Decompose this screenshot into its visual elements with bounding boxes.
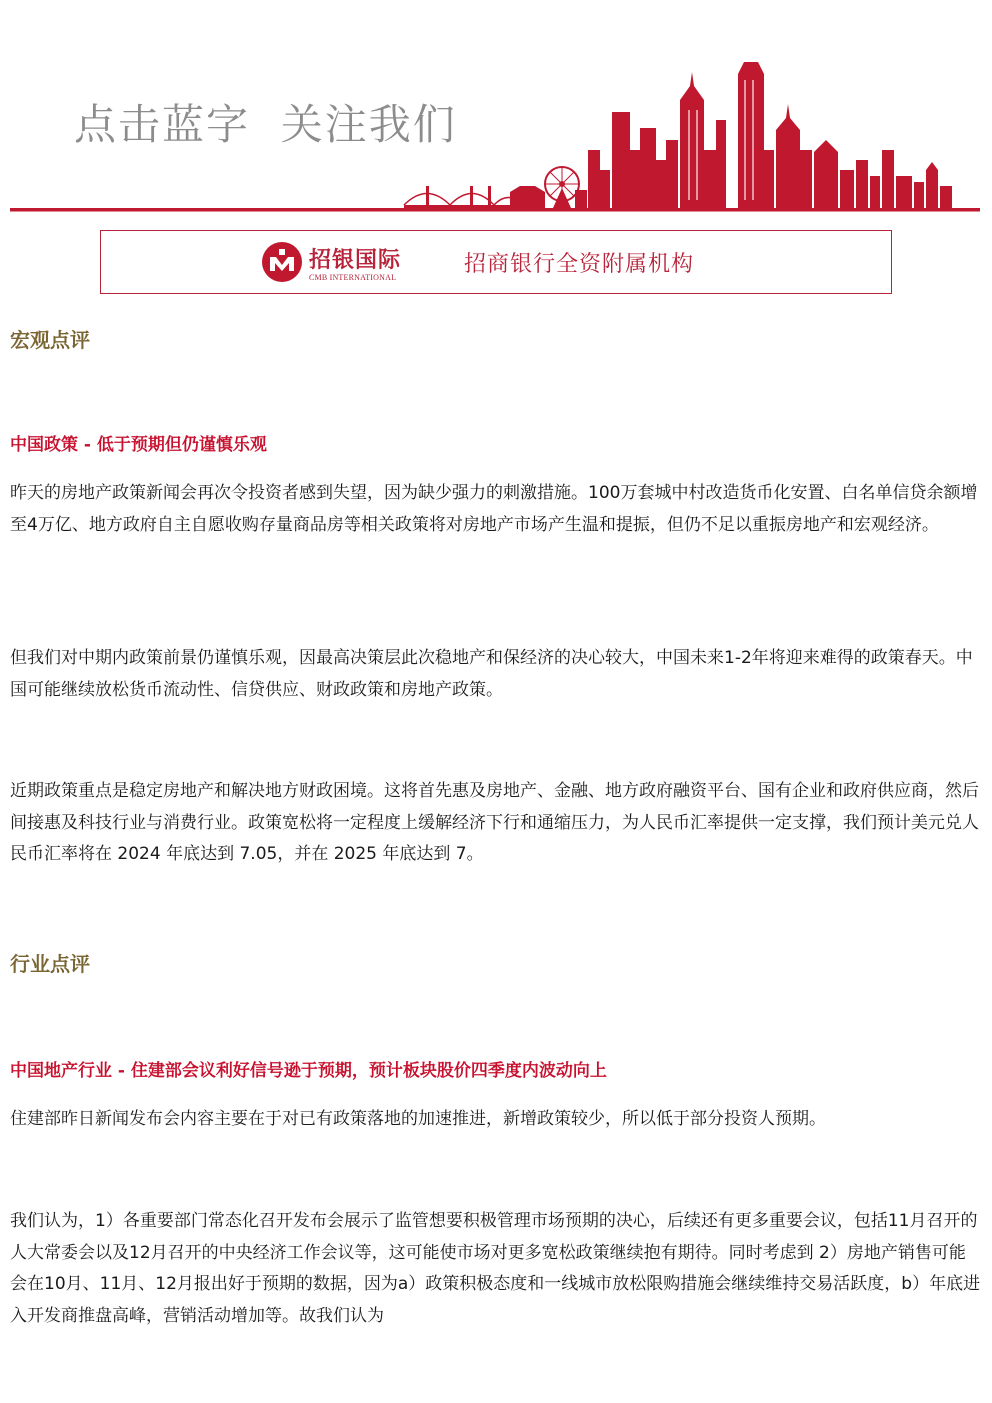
logo-tagline: 招商银行全资附属机构 [464, 252, 695, 277]
paragraph: 我们认为，1）各重要部门常态化召开发布会展示了监管想要积极管理市场预期的决心，后续还有更多重要会议，包括11月召开的人大常委会以及12月召开的中央经济工作会议等，这可能使市场对更多宽松政策继续抱有期待。同时考虑到 2）房地产销售可能会在10月、11月、12月报出好于预期的数据，因为a）政策积极态度和一线城市放松限购措施会继续维持交易活跃度，b）年底进入开发商推盘高峰，营销活动增加等。故我们认为 [10, 1211, 981, 1326]
cmb-logo-icon [261, 241, 303, 283]
paragraph: 昨天的房地产政策新闻会再次令投资者感到失望，因为缺少强力的刺激措施。100万套城中村改造货币化安置、白名单信贷余额增至4万亿、地方政府自主自愿收购存量商品房等相关政策将对房地产市场产生温和提振，但仍不足以重振房地产和宏观经济。 [10, 483, 978, 535]
paragraph: 住建部昨日新闻发布会内容主要在于对已有政策落地的加速推进，新增政策较少，所以低于部分投资人预期。 [10, 1109, 826, 1129]
paragraph: 但我们对中期内政策前景仍谨慎乐观，因最高决策层此次稳地产和保经济的决心较大，中国未来1-2年将迎来难得的政策春天。中国可能继续放松货币流动性、信贷供应、财政政策和房地产政策。 [10, 648, 973, 700]
header-divider [10, 208, 980, 212]
cmbi-logo-banner[interactable] [100, 230, 892, 294]
city-skyline-illustration [0, 0, 992, 215]
follow-us-text[interactable]: 点击蓝字 关注我们 [74, 100, 457, 149]
article-title-china-policy[interactable]: 中国政策 - 低于预期但仍谨慎乐观 [10, 435, 267, 455]
section-title-macro: 宏观点评 [10, 328, 90, 352]
bridge-graphic [404, 186, 524, 208]
ferris-wheel-graphic [545, 167, 579, 208]
logo-name-en: CMB INTERNATIONAL [309, 273, 397, 282]
paragraph: 近期政策重点是稳定房地产和解决地方财政困境。这将首先惠及房地产、金融、地方政府融资平台、国有企业和政府供应商，然后间接惠及科技行业与消费行业。政策宽松将一定程度上缓解经济下行和通缩压力，为人民币汇率提供一定支撑，我们预计美元兑人民币汇率将在 2024 年底达到 7.05，并在 2025 年底达到 7。 [10, 781, 979, 864]
logo-name-cn: 招银国际 [309, 248, 402, 273]
header-banner [0, 0, 992, 215]
article-title-china-property[interactable]: 中国地产行业 - 住建部会议利好信号逊于预期，预计板块股价四季度内波动向上 [10, 1061, 607, 1081]
section-title-industry: 行业点评 [10, 952, 90, 976]
